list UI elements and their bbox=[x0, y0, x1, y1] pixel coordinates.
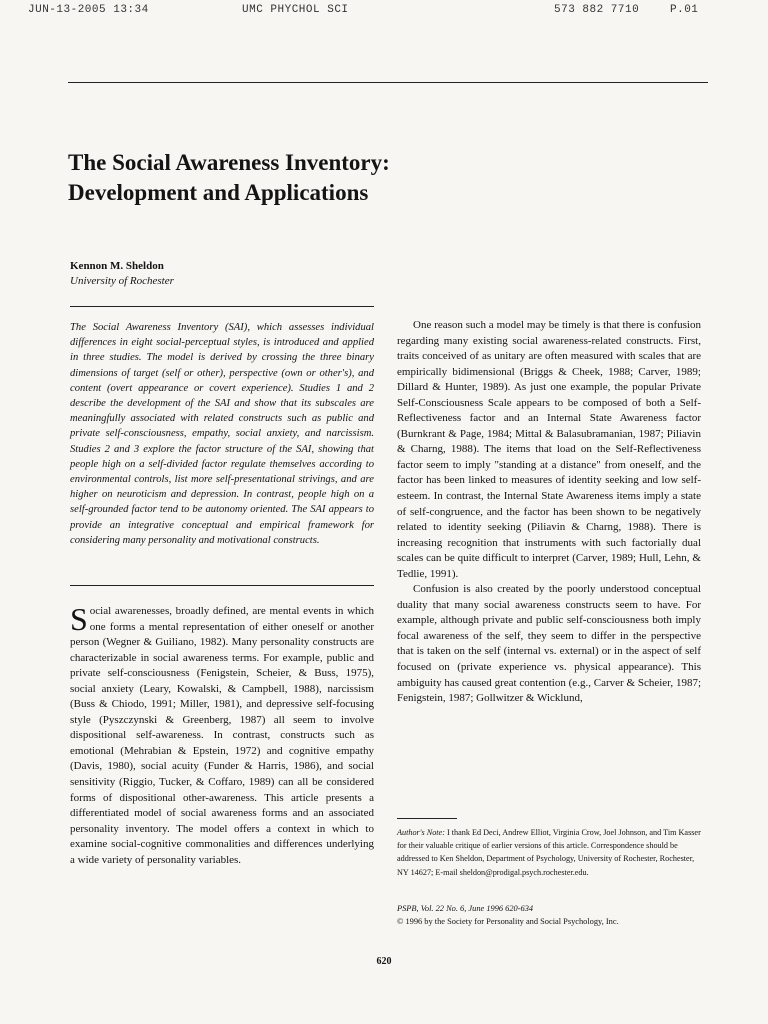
top-rule bbox=[68, 82, 708, 83]
article-title-line-2: Development and Applications bbox=[68, 180, 369, 205]
introduction-paragraph bbox=[70, 601, 374, 868]
abstract-top-rule bbox=[70, 306, 374, 307]
article-title bbox=[68, 148, 668, 208]
fax-date-time: JUN-13-2005 13:34 bbox=[28, 4, 149, 16]
fax-header bbox=[28, 4, 738, 20]
fax-phone-number: 573 882 7710 bbox=[554, 4, 640, 16]
introduction-text: ocial awarenesses, broadly defined, are mental events in which one forms a mental representation of either oneself or another person (Wegner & Guiliano, 1982). Many personality constructs are characterizable in social awareness terms. For example, public and private self-consciousness (Fenigstein, Scheier, & Buss, 1975), social anxiety (Leary, Kowalski, & Campbell, 1988), narcissism (Buss & Chiodo, 1991; Miller, 1981), and depressive self-focusing style (Pyszczynski & Greenberg, 1987) all seem to involve dispositional self-awareness. In contrast, constructs such as emotional (Mehrabian & Epstein, 1972) and cognitive empathy (Davis, 1980), social acuity (Funder & Harris, 1986), and social sensitivity (Riggio, Tucker, & Coffaro, 1989) can all be considered forms of dispositional other-awareness. This article presents a differentiated model of social awareness forms and an associated personality inventory. The model offers a context in which to examine social-cognitive commonalities and differences underlying a wide variety of personality variables. bbox=[70, 605, 374, 866]
right-column-paragraph-1: One reason such a model may be timely is that there is confusion regarding many existing social awareness-related constructs. First, traits conceived of as unitary are often measured with scales that are empirically bidimensional (Briggs & Cheek, 1988; Carver, 1989; Dillard & Hunter, 1989). As just one example, the popular Private Self-Consciousness Scale appears to be composed of both a Self-Reflectiveness factor and an Internal State Awareness factor (Burnkrant & Page, 1984; Mittal & Balasubramanian, 1987; Piliavin & Charng, 1988). The items that load on the Self-Reflectiveness factor seem to imply "standing at a distance" from oneself, and the factor has been linked to measures of identity seeking and low self-esteem. In contrast, the Internal State Awareness items imply a state of self-congruence, and the factor has been shown to be negatively related to identity seeking (Piliavin & Charng, 1988). There is increasing recognition that instruments with such factorially dual scales can be quite difficult to interpret (Carver, 1989; Hull, Lehn, & Tedlie, 1991). bbox=[397, 319, 701, 580]
journal-citation: PSPB, Vol. 22 No. 6, June 1996 620-634 bbox=[397, 904, 534, 913]
abstract: The Social Awareness Inventory (SAI), which assesses individual differences in eight social-perceptual styles, is introduced and applied in three studies. The model is derived by crossing the three binary dimensions of target (self or other), perspective (own or other's), and content (overt appearance or covert experience). Studies 1 and 2 describe the development of the SAI and show that its subscales are meaningfully associated with related constructs such as public and private self-consciousness, empathy, social anxiety, and narcissism. Studies 2 and 3 explore the factor structure of the SAI, showing that people high on a self-divided factor regulate themselves according to environmental controls, list more self-presentational strivings, and are higher on neuroticism and depression. In contrast, people high on a self-grounded factor tend to be autonomy oriented. The SAI appears to provide an integrative conceptual and empirical framework for considering many personality and motivational constructs. bbox=[70, 322, 374, 546]
author-affiliation: University of Rochester bbox=[70, 275, 174, 287]
right-column bbox=[397, 318, 701, 707]
copyright-line: © 1996 by the Society for Personality and Social Psychology, Inc. bbox=[397, 917, 619, 926]
page-number: 620 bbox=[376, 956, 392, 967]
right-column-paragraph-2: Confusion is also created by the poorly understood conceptual duality that many social awareness constructs seem to have. For example, although private and public self-consciousness both imply focal awareness of the self, they seem to differ in the perspective that is taken on the self (internal vs. external) or in the aspect of self focused on (private experience vs. physical appearance). This ambiguity has caused great contention (e.g., Carver & Scheier, 1987; Fenigstein, 1987; Gollwitzer & Wicklund, bbox=[397, 583, 701, 705]
author-note-lead: Author's Note: bbox=[397, 828, 445, 837]
fax-sender: UMC PHYCHOL SCI bbox=[242, 4, 349, 16]
publication-info bbox=[397, 902, 707, 928]
article-title-line-1: The Social Awareness Inventory: bbox=[68, 150, 390, 175]
author-name: Kennon M. Sheldon bbox=[70, 260, 164, 272]
footnote-rule bbox=[397, 818, 457, 819]
fax-page-number: P.01 bbox=[670, 4, 699, 16]
drop-cap: S bbox=[70, 601, 88, 637]
abstract-bottom-rule bbox=[70, 585, 374, 586]
author-note bbox=[397, 826, 701, 879]
author-note-text: I thank Ed Deci, Andrew Elliot, Virginia Crow, Joel Johnson, and Tim Kasser for their valuable critique of earlier versions of this article. Correspondence should be addressed to Ken Sheldon, Department of Psychology, University of Rochester, Rochester, NY 14627; E-mail sheldon@prodigal.psych.rochester.edu. bbox=[397, 828, 701, 877]
